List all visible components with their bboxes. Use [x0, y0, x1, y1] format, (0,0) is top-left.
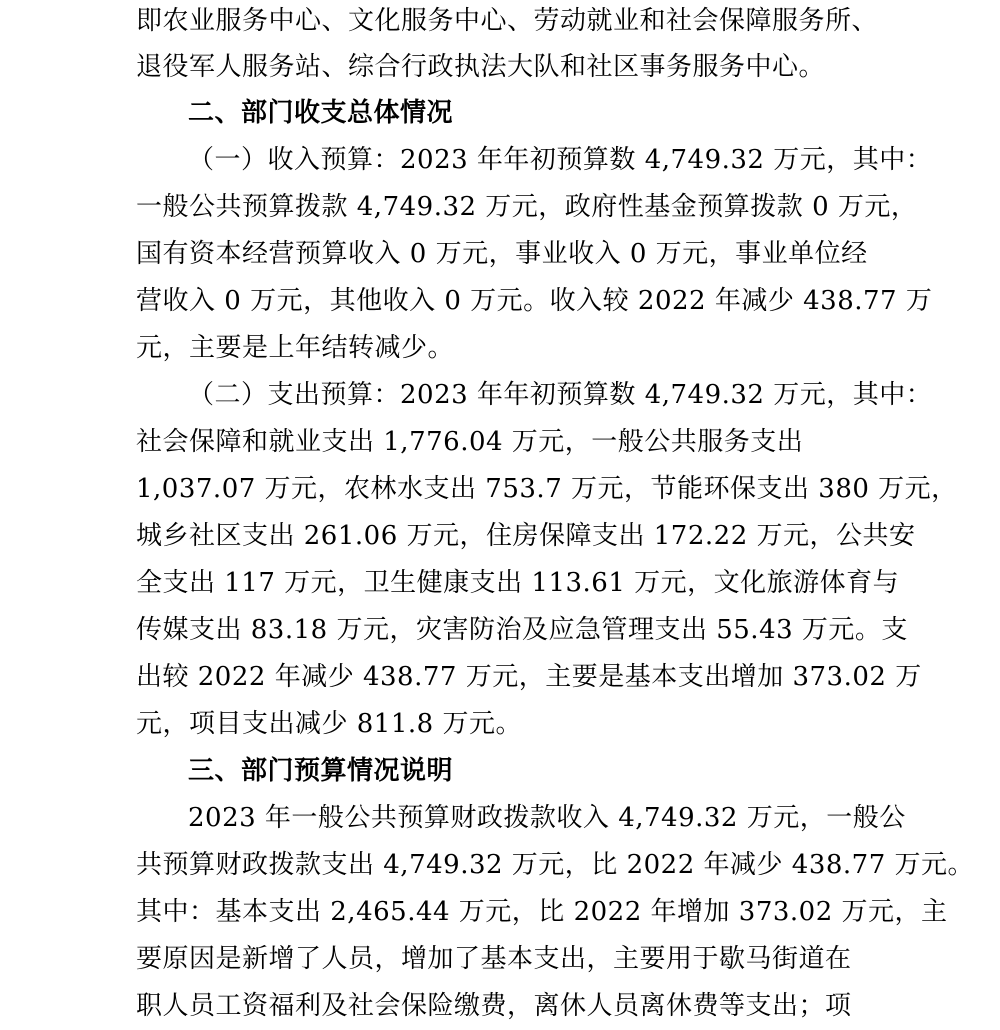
text-line	[0, 419, 1000, 466]
line-text: 元，项目支出减少 811.8 万元。	[136, 709, 522, 739]
text-line	[0, 0, 1000, 45]
line-text: 2023 年一般公共预算财政拨款收入 4,749.32 万元，一般公	[188, 803, 906, 833]
line-text: 营收入 0 万元，其他收入 0 万元。收入较 2022 年减少 438.77 万	[136, 286, 933, 316]
line-text: 国有资本经营预算收入 0 万元，事业收入 0 万元，事业单位经	[136, 239, 868, 269]
text-line	[0, 137, 1000, 184]
line-text: 退役军人服务站、综合行政执法大队和社区事务服务中心。	[136, 52, 826, 82]
text-line	[0, 466, 1000, 513]
line-text: 其中：基本支出 2,465.44 万元，比 2022 年增加 373.02 万元，主	[136, 897, 948, 927]
text-line	[0, 654, 1000, 701]
line-text: 1,037.07 万元，农林水支出 753.7 万元，节能环保支出 380 万元，	[136, 474, 958, 504]
text-line	[0, 184, 1000, 231]
line-text: 全支出 117 万元，卫生健康支出 113.61 万元，文化旅游体育与	[136, 568, 900, 598]
section-heading	[0, 90, 1000, 137]
text-line	[0, 701, 1000, 748]
text-line	[0, 44, 1000, 91]
line-text: 即农业服务中心、文化服务中心、劳动就业和社会保障服务所、	[136, 6, 879, 36]
line-text: 职人员工资福利及社会保险缴费，离休人员离休费等支出；项	[136, 991, 852, 1021]
line-text: 要原因是新增了人员，增加了基本支出，主要用于歇马街道在	[136, 944, 852, 974]
line-text: 传媒支出 83.18 万元，灾害防治及应急管理支出 55.43 万元。支	[136, 615, 908, 645]
section-heading	[0, 748, 1000, 795]
text-line	[0, 325, 1000, 372]
text-line	[0, 278, 1000, 325]
text-line	[0, 936, 1000, 983]
line-text: 社会保障和就业支出 1,776.04 万元，一般公共服务支出	[136, 427, 804, 457]
line-text: 元，主要是上年结转减少。	[136, 333, 455, 363]
line-text: 一般公共预算拨款 4,749.32 万元，政府性基金预算拨款 0 万元，	[136, 192, 918, 222]
text-line	[0, 889, 1000, 936]
line-text: （一）收入预算：2023 年年初预算数 4,749.32 万元，其中：	[188, 145, 933, 175]
line-text: （二）支出预算：2023 年年初预算数 4,749.32 万元，其中：	[188, 380, 933, 410]
text-line	[0, 560, 1000, 607]
text-line	[0, 607, 1000, 654]
line-text: 共预算财政拨款支出 4,749.32 万元，比 2022 年减少 438.77 万元。	[136, 850, 975, 880]
text-line	[0, 513, 1000, 560]
text-line	[0, 231, 1000, 278]
heading-text: 二、部门收支总体情况	[188, 98, 454, 128]
text-line	[0, 795, 1000, 842]
heading-text: 三、部门预算情况说明	[188, 756, 454, 786]
text-line	[0, 372, 1000, 419]
text-line	[0, 842, 1000, 889]
line-text: 出较 2022 年减少 438.77 万元，主要是基本支出增加 373.02 万	[136, 662, 922, 692]
line-text: 城乡社区支出 261.06 万元，住房保障支出 172.22 万元，公共安	[136, 521, 916, 551]
